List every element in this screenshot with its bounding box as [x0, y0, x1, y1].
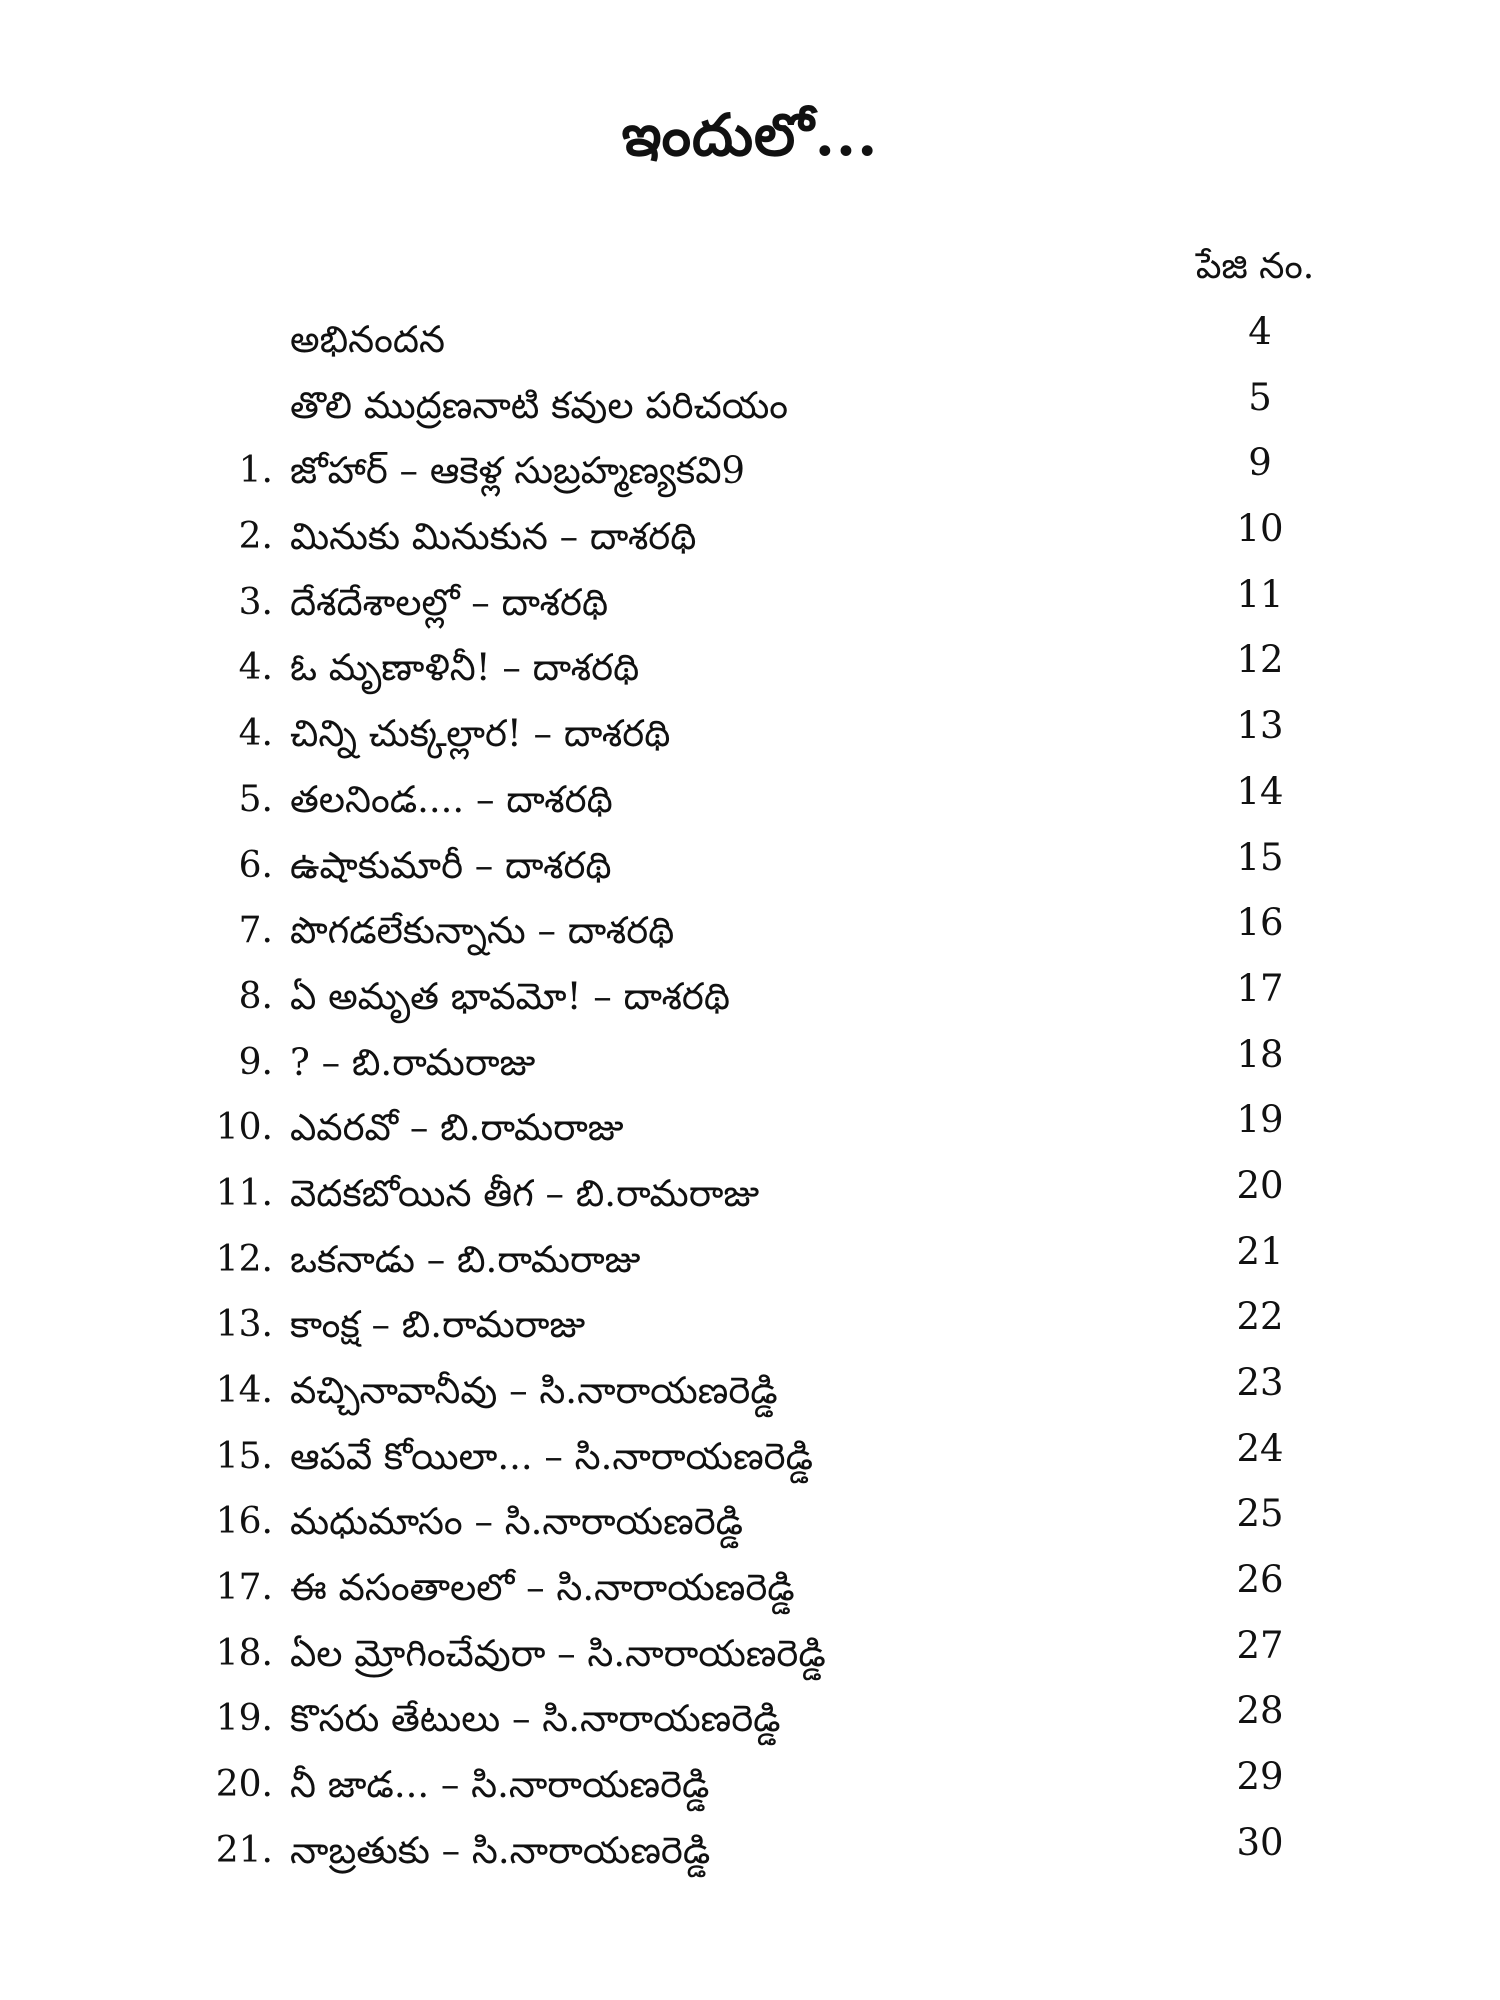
toc-row: [0, 1490, 1500, 1556]
toc-row: [0, 1556, 1500, 1622]
toc-row: [0, 636, 1500, 702]
toc-entry-title: వెదకబోయిన తీగ – బి.రామరాజు: [290, 1171, 760, 1215]
toc-entry-title: ఉషాకుమారీ – దాశరథి: [290, 843, 612, 887]
toc-entry-page-number: 15: [1236, 835, 1284, 879]
toc-entry-number: 20.: [215, 1764, 273, 1806]
toc-entry-title: నాబ్రతుకు – సి.నారాయణరెడ్డి: [290, 1828, 711, 1872]
toc-entry-number: 16.: [215, 1501, 273, 1543]
toc-entry-title: మధుమాసం – సి.నారాయణరెడ్డి: [290, 1500, 744, 1544]
toc-entry-title: జోహార్ – ఆకెళ్ల సుబ్రహ్మణ్యకవి9: [290, 449, 746, 493]
toc-entry-number: 4.: [238, 713, 273, 755]
toc-entry-title: ఏ అమృత భావమో! – దాశరథి: [290, 974, 730, 1018]
toc-entry-page-number: 10: [1236, 507, 1284, 551]
toc-entry-number: 5.: [238, 778, 273, 820]
toc-entry-number: 3.: [238, 581, 273, 623]
toc-row: [0, 374, 1500, 440]
toc-row: [0, 1359, 1500, 1425]
toc-entry-page-number: 17: [1236, 966, 1284, 1010]
toc-entry-number: 21.: [215, 1829, 273, 1871]
toc-entry-page-number: 13: [1236, 704, 1284, 748]
toc-entry-page-number: 21: [1236, 1229, 1284, 1273]
toc-row: [0, 1425, 1500, 1491]
toc-entry-number: 11.: [215, 1172, 273, 1214]
toc-entry-title: మినుకు మినుకున – దాశరథి: [290, 515, 697, 559]
toc-entry-page-number: 25: [1236, 1492, 1284, 1536]
toc-entry-title: తలనిండ.... – దాశరథి: [290, 777, 613, 821]
toc-entry-number: 14.: [215, 1370, 273, 1411]
toc-entry-number: 8.: [238, 975, 273, 1017]
toc-entry-title: ఆపవే కోయిలా... – సి.నారాయణరెడ్డి: [290, 1434, 813, 1478]
toc-entry-title: నీ జాడ... – సి.నారాయణరెడ్డి: [290, 1763, 710, 1807]
toc-entry-page-number: 5: [1248, 375, 1272, 419]
toc-entry-page-number: 23: [1236, 1361, 1284, 1404]
toc-entry-title: ఏల మ్రోగించేవురా – సి.నారాయణరెడ్డి: [290, 1631, 826, 1675]
toc-entry-page-number: 22: [1236, 1295, 1284, 1339]
toc-entry-title: చిన్ని చుక్కల్లార! – దాశరథి: [290, 712, 671, 756]
toc-entry-page-number: 28: [1236, 1689, 1284, 1733]
toc-row: [0, 899, 1500, 965]
toc-entry-number: 15.: [215, 1435, 273, 1477]
page-number-column-header: పేజి నం.: [1195, 246, 1315, 287]
toc-entry-page-number: 27: [1236, 1623, 1284, 1667]
toc-entry-page-number: 11: [1236, 572, 1284, 616]
toc-entry-page-number: 24: [1236, 1426, 1284, 1470]
toc-entry-number: 12.: [215, 1238, 273, 1280]
toc-entry-title: ? – బి.రామరాజు: [290, 1040, 536, 1084]
toc-row: [0, 1687, 1500, 1753]
toc-entry-page-number: 12: [1236, 638, 1284, 682]
toc-row: [0, 965, 1500, 1031]
toc-entry-title: తొలి ముద్రణనాటి కవుల పరిచయం: [290, 383, 789, 427]
toc-row: [0, 308, 1500, 374]
toc-entry-page-number: 26: [1236, 1558, 1284, 1602]
toc-entry-page-number: 20: [1236, 1163, 1284, 1207]
toc-entry-number: 2.: [238, 516, 273, 558]
table-of-contents: [0, 308, 1500, 1885]
toc-entry-number: 4.: [238, 647, 273, 689]
toc-entry-number: 9.: [238, 1041, 273, 1083]
toc-entry-title: కొసరు తేటులు – సి.నారాయణరెడ్డి: [290, 1697, 781, 1741]
toc-entry-page-number: 19: [1236, 1098, 1284, 1142]
toc-row: [0, 1819, 1500, 1885]
toc-row: [0, 439, 1500, 505]
toc-row: [0, 505, 1500, 571]
toc-entry-page-number: 16: [1236, 901, 1284, 945]
toc-entry-number: 19.: [215, 1698, 273, 1740]
toc-row: [0, 1162, 1500, 1228]
toc-row: [0, 1622, 1500, 1688]
toc-entry-page-number: 4: [1248, 310, 1272, 353]
toc-entry-number: 1.: [238, 450, 273, 492]
toc-row: [0, 702, 1500, 768]
toc-entry-page-number: 29: [1236, 1755, 1284, 1799]
toc-entry-title: దేశదేశాలల్లో – దాశరథి: [290, 580, 609, 624]
toc-entry-number: 10.: [215, 1107, 273, 1149]
toc-row: [0, 1031, 1500, 1097]
toc-entry-title: ఈ వసంతాలలో – సి.నారాయణరెడ్డి: [290, 1566, 795, 1610]
toc-row: [0, 768, 1500, 834]
toc-entry-title: ఒకనాడు – బి.రామరాజు: [290, 1237, 641, 1281]
toc-entry-page-number: 18: [1236, 1032, 1284, 1076]
toc-entry-title: కాంక్ష – బి.రామరాజు: [290, 1303, 586, 1347]
toc-entry-number: 18.: [215, 1632, 273, 1674]
toc-entry-title: ఎవరవో – బి.రామరాజు: [290, 1106, 624, 1150]
toc-row: [0, 571, 1500, 637]
toc-entry-page-number: 30: [1236, 1820, 1284, 1864]
toc-entry-number: 6.: [238, 844, 273, 886]
toc-row: [0, 1293, 1500, 1359]
page-title: ఇందులో...: [621, 101, 879, 169]
toc-row: [0, 834, 1500, 900]
toc-entry-page-number: 9: [1248, 441, 1272, 485]
toc-entry-number: 7.: [238, 910, 273, 952]
toc-entry-title: అభినందన: [290, 318, 445, 361]
toc-entry-title: ఓ మృణాళినీ! – దాశరథి: [290, 646, 640, 690]
toc-row: [0, 1228, 1500, 1294]
toc-row: [0, 1753, 1500, 1819]
toc-entry-page-number: 14: [1236, 769, 1284, 813]
toc-row: [0, 1096, 1500, 1162]
toc-entry-title: పొగడలేకున్నాను – దాశరథి: [290, 909, 675, 953]
toc-entry-number: 13.: [215, 1304, 273, 1346]
toc-entry-title: వచ్చినావానీవు – సి.నారాయణరెడ్డి: [290, 1369, 778, 1412]
toc-entry-number: 17.: [215, 1567, 273, 1609]
